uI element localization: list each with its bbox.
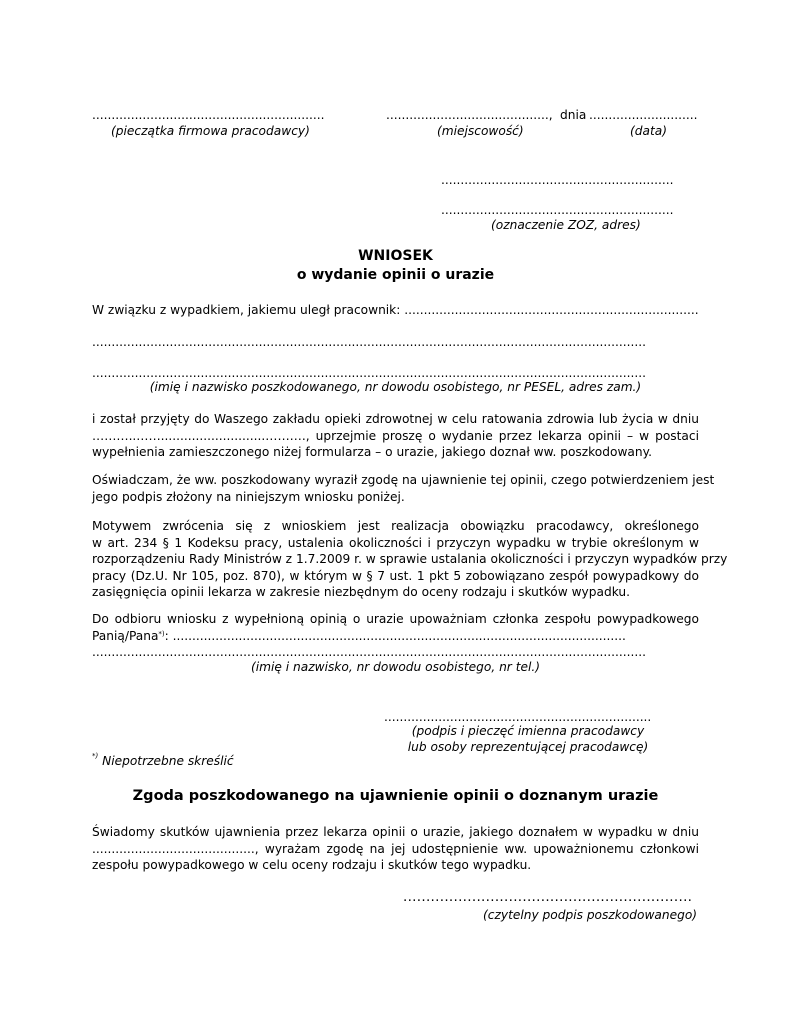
paragraph-consent-statement xyxy=(92,472,715,505)
title-prefix: Panią/Pana xyxy=(92,628,159,643)
footnote-text: Niepotrzebne skreślić xyxy=(102,754,234,768)
footnote-ref: *) xyxy=(158,629,165,638)
stamp-dots: ............................................................ xyxy=(92,108,325,122)
paragraph-line: i został przyjęty do Waszego zakładu opieki zdrowotnej w celu ratowania zdrowia lub życia w dniu xyxy=(92,412,699,426)
stamp-label: (pieczątka firmowa pracodawcy) xyxy=(111,124,310,138)
paragraph-line: Motywem zwrócenia się z wnioskiem jest realizacja obowiązku pracodawcy, określonego xyxy=(92,519,699,533)
paragraph-line: wypełnienia zamieszczonego niżej formularza – o urazie, jakiego doznał ww. poszkodowany. xyxy=(92,445,652,460)
authorized-dots: : ..................................................................................................................... xyxy=(164,628,626,643)
paragraph-line: zasięgnięcia opinii lekarza w zakresie niezbędnym do oceny rodzaju i skutków wypadku. xyxy=(92,585,630,600)
employer-signature-label-2: lub osoby reprezentującej pracodawcę) xyxy=(407,740,649,754)
employee-intro: W związku z wypadkiem, jakiemu uległ pracownik: ............................................................................ xyxy=(92,303,699,317)
employer-signature-label-1: (podpis i pieczęć imienna pracodawcy xyxy=(411,724,645,738)
paragraph-admission xyxy=(92,411,699,461)
date-label: (data) xyxy=(630,124,667,138)
place-dots: .........................................., xyxy=(386,108,553,122)
recipient-line-2: ............................................................ xyxy=(441,203,674,217)
employee-label: (imię i nazwisko poszkodowanego, nr dowodu osobistego, nr PESEL, adres zam.) xyxy=(149,380,642,394)
date-prefix: dnia xyxy=(560,108,587,122)
paragraph-authorization xyxy=(92,611,699,661)
consent-title: Zgoda poszkodowanego na ujawnienie opinii o doznanym urazie xyxy=(132,788,659,804)
paragraph-line: pracy (Dz.U. Nr 105, poz. 870), w którym w § 7 ust. 1 pkt 5 zobowiązano zespół powypadkowy do xyxy=(92,568,699,583)
paragraph-line: Do odbioru wniosku z wypełnioną opinią o urazie upoważniam członka zespołu powypadkowego xyxy=(92,612,699,626)
employer-signature-dots: ..................................................................... xyxy=(384,710,652,724)
employee-dots-1: ............................................................................................................................................... xyxy=(92,335,646,349)
paragraph-line: .........................................., wyrażam zgodę na jej udostępnienie ww. upoważnionemu członkowi xyxy=(92,841,699,856)
consent-paragraph xyxy=(92,824,699,874)
paragraph-line: zespołu powypadkowego w celu oceny rodzaju i skutków tego wypadku. xyxy=(92,858,532,873)
employee-dots-2: ............................................................................................................................................... xyxy=(92,366,646,380)
victim-signature-label: (czytelny podpis poszkodowanego) xyxy=(483,908,698,922)
victim-signature-dots: ............................................................... xyxy=(403,889,693,905)
paragraph-line: rozporządzeniu Rady Ministrów z 1.7.2009 r. w sprawie ustalania okoliczności i przyczyn wypadków przy xyxy=(92,552,728,567)
paragraph-line: ………..……...........................………., uprzejmie proszę o wydanie przez lekarza opinii – w postaci xyxy=(92,428,699,443)
paragraph-motive xyxy=(92,518,728,601)
document-subtitle: o wydanie opinii o urazie xyxy=(296,267,495,283)
paragraph-line: jego podpis złożony na niniejszym wniosku poniżej. xyxy=(92,489,405,504)
recipient-label: (oznaczenie ZOZ, adres) xyxy=(491,218,641,232)
recipient-line-1: ............................................................ xyxy=(441,173,674,187)
footnote-mark: *) xyxy=(92,752,99,760)
document-title: WNIOSEK xyxy=(358,248,433,264)
authorized-label: (imię i nazwisko, nr dowodu osobistego, nr tel.) xyxy=(250,660,540,674)
paragraph-line: Oświadczam, że ww. poszkodowany wyraził zgodę na ujawnienie tej opinii, czego potwierdzeniem jest xyxy=(92,473,715,487)
paragraph-line xyxy=(92,628,699,645)
place-label: (miejscowość) xyxy=(437,124,524,138)
footnote xyxy=(92,754,234,768)
paragraph-line: w art. 234 § 1 Kodeksu pracy, ustalenia okoliczności i przyczyn wypadku w trybie określonym w xyxy=(92,535,699,550)
paragraph-line: ............................................................................................................................................... xyxy=(92,645,646,660)
paragraph-line: Świadomy skutków ujawnienia przez lekarza opinii o urazie, jakiego doznałem w wypadku w dniu xyxy=(92,825,699,839)
date-dots: ............................ xyxy=(589,108,698,122)
